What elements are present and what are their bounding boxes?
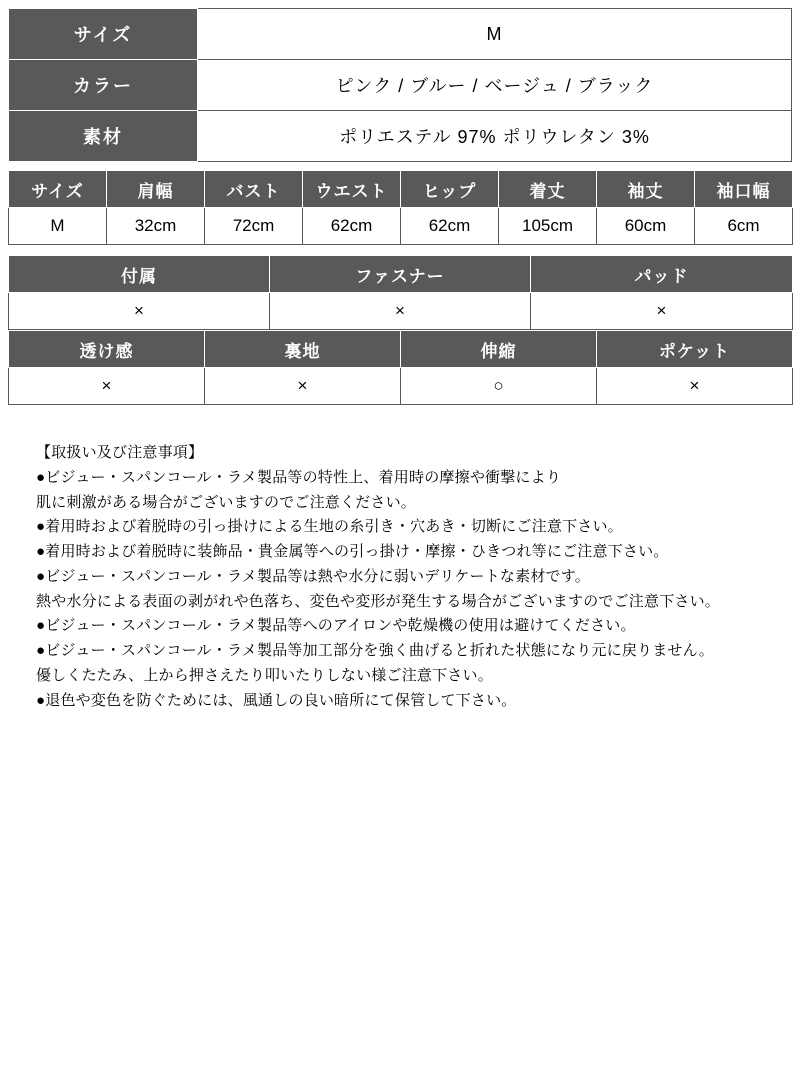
spec-label-size: サイズ [9,9,198,60]
attribute-header: パッド [531,256,793,293]
measurement-value: M [9,208,107,245]
attribute-header: 付属 [9,256,270,293]
spec-value-size: M [198,9,792,60]
attribute-header: ファスナー [270,256,531,293]
measurement-value: 60cm [597,208,695,245]
spec-value-material: ポリエステル 97% ポリウレタン 3% [198,111,792,162]
spec-value-color: ピンク / ブルー / ベージュ / ブラック [198,60,792,111]
measurement-table [8,170,793,245]
attribute-value: × [205,368,401,405]
table-row [9,9,792,60]
table-row [9,60,792,111]
table-row [9,208,793,245]
table-header-row [9,256,793,293]
attribute-value: × [9,293,270,330]
measurement-header: バスト [205,171,303,208]
attribute-value: ○ [401,368,597,405]
attribute-header: ポケット [597,331,793,368]
care-notes [8,441,792,713]
attributes-table-bottom [8,330,793,405]
measurement-header: 着丈 [499,171,597,208]
spec-label-color: カラー [9,60,198,111]
attribute-value: × [270,293,531,330]
spec-table [8,8,792,162]
note-line: 優しくたたみ、上から押さえたり叩いたりしない様ご注意下さい。 [36,666,493,684]
note-line: ●ビジュー・スパンコール・ラメ製品等は熱や水分に弱いデリケートな素材です。 [36,567,590,585]
attribute-value: × [9,368,205,405]
measurement-value: 105cm [499,208,597,245]
table-row [9,368,793,405]
note-line: 熱や水分による表面の剥がれや色落ち、変色や変形が発生する場合がございますのでご注意下さい。 [36,592,721,610]
measurement-header: 肩幅 [107,171,205,208]
table-header-row [9,171,793,208]
table-row [9,293,793,330]
note-line: ●着用時および着脱時に装飾品・貴金属等への引っ掛け・摩擦・ひきつれ等にご注意下さい。 [36,543,669,560]
attribute-value: × [531,293,793,330]
table-row [9,111,792,162]
measurement-value: 72cm [205,208,303,245]
note-line: 肌に刺激がある場合がございますのでご注意ください。 [36,493,417,511]
measurement-header: 袖丈 [597,171,695,208]
attribute-header: 伸縮 [401,331,597,368]
measurement-value: 32cm [107,208,205,245]
attribute-header: 裏地 [205,331,401,368]
spec-label-material: 素材 [9,111,198,162]
attribute-value: × [597,368,793,405]
attribute-header: 透け感 [9,331,205,368]
measurement-header: ヒップ [401,171,499,208]
measurement-value: 62cm [401,208,499,245]
note-line: ●ビジュー・スパンコール・ラメ製品等へのアイロンや乾燥機の使用は避けてください。 [36,617,636,635]
measurement-header: サイズ [9,171,107,208]
measurement-header: 袖口幅 [695,171,793,208]
note-line: ●退色や変色を防ぐためには、風通しの良い暗所にて保管して下さい。 [36,691,517,709]
measurement-value: 62cm [303,208,401,245]
measurement-value: 6cm [695,208,793,245]
note-line: ●ビジュー・スパンコール・ラメ製品等加工部分を強く曲げると折れた状態になり元に戻りません。 [36,642,714,659]
measurement-header: ウエスト [303,171,401,208]
table-header-row [9,331,793,368]
note-line: ●ビジュー・スパンコール・ラメ製品等の特性上、着用時の摩擦や衝撃により [36,468,562,486]
note-line: ●着用時および着脱時の引っ掛けによる生地の糸引き・穴あき・切断にご注意下さい。 [36,518,623,536]
attributes-table-top [8,255,793,330]
notes-title: 【取扱い及び注意事項】 [36,444,204,461]
